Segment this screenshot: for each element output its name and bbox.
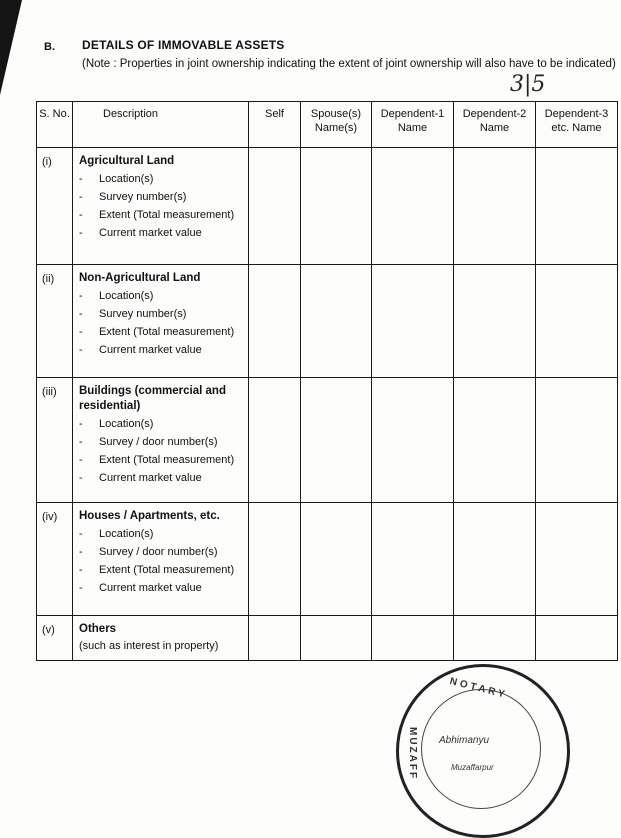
header-sno: S. No.	[37, 102, 73, 148]
cell-dependent-3	[536, 378, 618, 503]
asset-subitem-label: Survey / door number(s)	[99, 546, 218, 558]
bullet-dash: -	[79, 472, 83, 484]
row-description	[73, 616, 249, 661]
handwritten-page-mark: 3|5	[510, 72, 546, 97]
asset-subitem-label: Extent (Total measurement)	[99, 564, 235, 576]
cell-dependent-2	[454, 378, 536, 503]
section-letter: B.	[44, 41, 55, 53]
cell-dependent-2	[454, 616, 536, 661]
stamp-name: Abhimanyu	[439, 735, 490, 746]
bullet-dash: -	[79, 418, 83, 430]
asset-subitem-label: Survey number(s)	[99, 308, 187, 320]
asset-subitem-label: Extent (Total measurement)	[99, 209, 235, 221]
asset-subitem	[79, 581, 245, 595]
cell-spouse	[301, 378, 372, 503]
cell-dependent-2	[454, 503, 536, 616]
asset-subitem-label: Location(s)	[99, 173, 154, 185]
header-dependent-2: Dependent-2 Name	[454, 102, 536, 148]
cell-dependent-3	[536, 616, 618, 661]
section-title: DETAILS OF IMMOVABLE ASSETS	[82, 38, 285, 52]
cell-dependent-2	[454, 265, 536, 378]
asset-subitem	[79, 325, 245, 339]
asset-subitem	[79, 343, 245, 357]
asset-subitem	[79, 208, 245, 222]
bullet-dash: -	[79, 528, 83, 540]
asset-subitem-label: Current market value	[99, 582, 202, 594]
asset-subitem	[79, 563, 245, 577]
cell-spouse	[301, 148, 372, 265]
bullet-dash: -	[79, 546, 83, 558]
cell-dependent-3	[536, 265, 618, 378]
stamp-place: Muzaffarpur	[451, 763, 494, 772]
cell-dependent-1	[372, 616, 454, 661]
section-note: (Note : Properties in joint ownership indicating the extent of joint ownership will also have to be indicated)	[82, 58, 616, 70]
asset-subitem	[79, 435, 245, 449]
cell-dependent-3	[536, 503, 618, 616]
cell-dependent-1	[372, 265, 454, 378]
cell-dependent-1	[372, 148, 454, 265]
cell-self	[249, 616, 301, 661]
asset-subitem-label: Location(s)	[99, 290, 154, 302]
header-self: Self	[249, 102, 301, 148]
header-description: Description	[73, 102, 249, 148]
bullet-dash: -	[79, 227, 83, 239]
bullet-dash: -	[79, 454, 83, 466]
asset-category: Others	[79, 623, 117, 635]
asset-subitem	[79, 471, 245, 485]
asset-subitem-label: Current market value	[99, 227, 202, 239]
cell-dependent-1	[372, 378, 454, 503]
row-description	[73, 265, 249, 378]
asset-subitem	[79, 417, 245, 431]
header-dependent-3: Dependent-3 etc. Name	[536, 102, 618, 148]
row-sno: (v)	[37, 616, 73, 661]
header-spouse: Spouse(s) Name(s)	[301, 102, 372, 148]
table-row	[37, 265, 618, 378]
notary-stamp-inner-ring	[421, 689, 541, 809]
row-sno: (iv)	[37, 503, 73, 616]
bullet-dash: -	[79, 191, 83, 203]
immovable-assets-table	[36, 101, 618, 661]
bullet-dash: -	[79, 326, 83, 338]
table-header-row	[37, 102, 618, 148]
cell-spouse	[301, 265, 372, 378]
asset-subitem	[79, 545, 245, 559]
bullet-dash: -	[79, 209, 83, 221]
row-sno: (i)	[37, 148, 73, 265]
bullet-dash: -	[79, 290, 83, 302]
asset-subitem	[79, 226, 245, 240]
asset-subitem	[79, 453, 245, 467]
row-sno: (iii)	[37, 378, 73, 503]
cell-self	[249, 378, 301, 503]
asset-subitem-label: Survey / door number(s)	[99, 436, 218, 448]
cell-dependent-1	[372, 503, 454, 616]
asset-subitem	[79, 172, 245, 186]
cell-self	[249, 148, 301, 265]
cell-dependent-3	[536, 148, 618, 265]
table-row	[37, 503, 618, 616]
asset-subitem-label: Current market value	[99, 344, 202, 356]
asset-subitem-label: Location(s)	[99, 418, 154, 430]
asset-subitem-label: Current market value	[99, 472, 202, 484]
cell-spouse	[301, 503, 372, 616]
asset-category: Non-Agricultural Land	[79, 272, 201, 284]
asset-category: Houses / Apartments, etc.	[79, 510, 220, 522]
table-row	[37, 148, 618, 265]
table-row	[37, 378, 618, 503]
asset-subitem	[79, 289, 245, 303]
asset-category: Agricultural Land	[79, 155, 175, 167]
asset-subitem	[79, 307, 245, 321]
row-description	[73, 503, 249, 616]
notary-stamp	[396, 664, 570, 838]
table-row	[37, 616, 618, 661]
asset-subitem-label: Extent (Total measurement)	[99, 454, 235, 466]
cell-spouse	[301, 616, 372, 661]
asset-subitem	[79, 190, 245, 204]
row-description	[73, 148, 249, 265]
asset-subitem-label: Extent (Total measurement)	[99, 326, 235, 338]
asset-category: Buildings (commercial and residential)	[79, 385, 226, 412]
cell-dependent-2	[454, 148, 536, 265]
row-description	[73, 378, 249, 503]
cell-self	[249, 265, 301, 378]
header-dependent-1: Dependent-1 Name	[372, 102, 454, 148]
cell-self	[249, 503, 301, 616]
row-sno: (ii)	[37, 265, 73, 378]
bullet-dash: -	[79, 564, 83, 576]
stamp-top-text: NOTARY	[448, 676, 509, 701]
bullet-dash: -	[79, 344, 83, 356]
scan-corner-mark	[0, 0, 22, 95]
stamp-side-text: MUZAFF	[407, 727, 418, 781]
asset-subitem	[79, 527, 245, 541]
asset-category-note: (such as interest in property)	[79, 640, 219, 652]
bullet-dash: -	[79, 173, 83, 185]
asset-subitem-label: Survey number(s)	[99, 191, 187, 203]
bullet-dash: -	[79, 308, 83, 320]
bullet-dash: -	[79, 436, 83, 448]
bullet-dash: -	[79, 582, 83, 594]
asset-subitem-label: Location(s)	[99, 528, 154, 540]
